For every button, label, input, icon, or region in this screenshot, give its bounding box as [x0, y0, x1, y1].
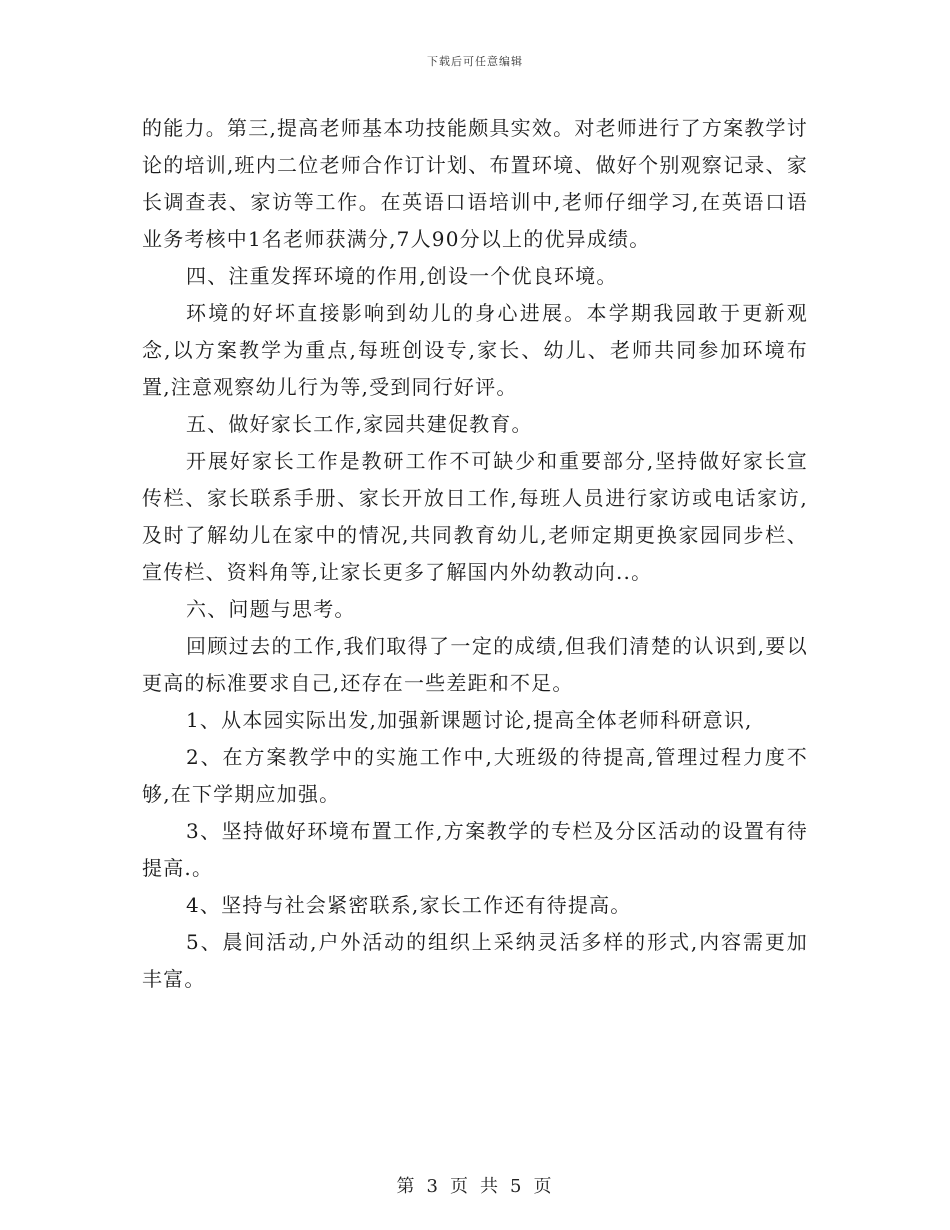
list-item-3: 3、坚持做好环境布置工作,方案教学的专栏及分区活动的设置有待提高.。	[142, 819, 808, 880]
editable-note: 下载后可任意编辑	[427, 55, 523, 68]
page-number-footer	[0, 1172, 950, 1198]
list-item-4: 4、坚持与社会紧密联系,家长工作还有待提高。	[186, 893, 632, 917]
paragraph-1: 的能力。第三,提高老师基本功技能颇具实效。对老师进行了方案教学讨论的培训,班内二位老师合作订计划、布置环境、做好个别观察记录、家长调查表、家访等工作。在英语口语培训中,老师仔细学习,在英语口语业务考核中1名老师获满分,7人90分以上的优异成绩。	[142, 116, 808, 251]
list-item-1: 1、从本园实际出发,加强新课题讨论,提高全体老师科研意识,	[186, 708, 753, 732]
footer-label-prefix: 第	[396, 1176, 417, 1197]
paragraph-parents: 开展好家长工作是教研工作不可缺少和重要部分,坚持做好家长宣传栏、家长联系手册、家长开放日工作,每班人员进行家访或电话家访,及时了解幼儿在家中的情况,共同教育幼儿,老师定期更换家园同步栏、宣传栏、资料角等,让家长更多了解国内外幼教动向..。	[142, 449, 808, 584]
footer-label-page: 页	[450, 1176, 470, 1197]
total-pages-number: 5	[510, 1176, 524, 1197]
document-body	[142, 110, 808, 998]
current-page-number: 3	[426, 1176, 440, 1197]
list-item-5: 5、晨间活动,户外活动的组织上采纳灵活多样的形式,内容需更加丰富。	[142, 930, 808, 991]
section-heading-6: 六、问题与思考。	[186, 597, 356, 621]
paragraph-review: 回顾过去的工作,我们取得了一定的成绩,但我们清楚的认识到,要以更高的标准要求自己,还存在一些差距和不足。	[142, 634, 808, 695]
footer-label-page-end: 页	[533, 1176, 554, 1197]
page-header	[0, 53, 950, 69]
section-heading-5: 五、做好家长工作,家园共建促教育。	[186, 412, 533, 436]
list-item-2: 2、在方案教学中的实施工作中,大班级的待提高,管理过程力度不够,在下学期应加强。	[142, 745, 808, 806]
footer-label-total: 共	[480, 1176, 500, 1197]
paragraph-environment: 环境的好坏直接影响到幼儿的身心进展。本学期我园敢于更新观念,以方案教学为重点,每班创设专,家长、幼儿、老师共同参加环境布置,注意观察幼儿行为等,受到同行好评。	[142, 301, 808, 399]
section-heading-4: 四、注重发挥环境的作用,创设一个优良环境。	[186, 264, 618, 288]
